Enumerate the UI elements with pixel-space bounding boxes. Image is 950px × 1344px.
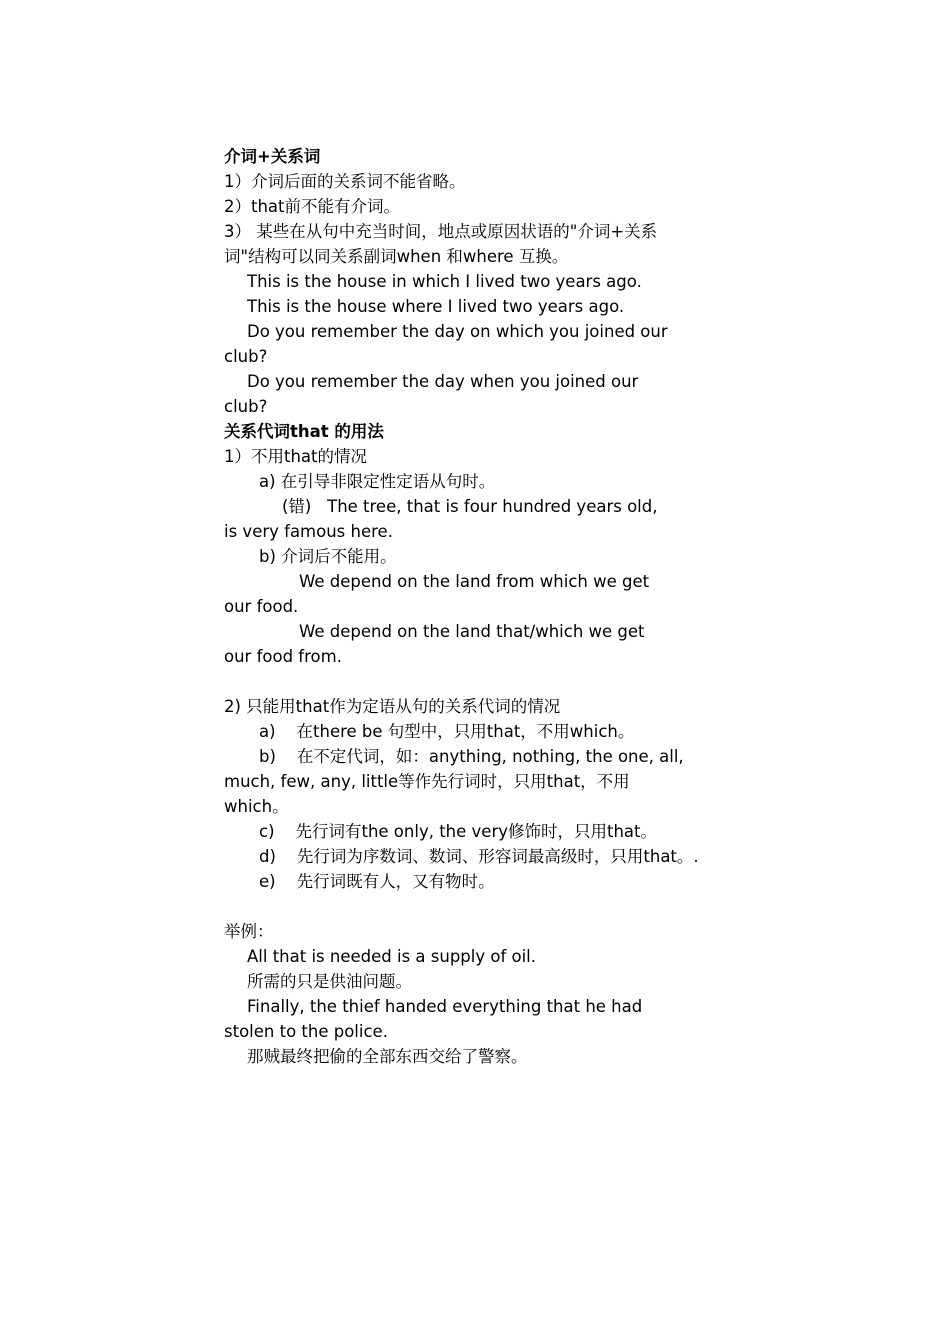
example-wrong-continued: is very famous here. xyxy=(224,522,393,541)
example-sentence: This is the house where I lived two years ago. xyxy=(247,297,625,316)
rule-only-that-d: d) 先行词为序数词、数词、形容词最高级时，只用that。. xyxy=(259,847,699,866)
section-heading-that-usage: 关系代词that 的用法 xyxy=(224,422,384,441)
rule-b: b) 介词后不能用。 xyxy=(259,547,397,566)
rule-only-that-a: a) 在there be 句型中，只用that，不用which。 xyxy=(259,722,635,741)
blank-line xyxy=(224,669,704,694)
example-translation: 那贼最终把偷的全部东西交给了警察。 xyxy=(247,1047,528,1066)
example-sentence: Do you remember the day on which you joined our xyxy=(247,322,668,341)
example-sentence-continued: stolen to the police. xyxy=(224,1022,388,1041)
document-page xyxy=(224,144,704,1069)
examples-heading: 举例： xyxy=(224,922,274,941)
rule-only-that-b: b) 在不定代词，如：anything, nothing, the one, all, xyxy=(259,747,684,766)
example-sentence-continued: our food from. xyxy=(224,647,342,666)
rule-only-that-b-continued: which。 xyxy=(224,797,289,816)
example-sentence: This is the house in which I lived two years ago. xyxy=(247,272,642,291)
rule-a: a) 在引导非限定性定语从句时。 xyxy=(259,472,496,491)
example-translation: 所需的只是供油问题。 xyxy=(247,972,412,991)
example-wrong: (错) The tree, that is four hundred years old, xyxy=(282,497,658,516)
example-sentence: We depend on the land that/which we get xyxy=(299,622,645,641)
example-sentence-continued: club? xyxy=(224,347,268,366)
rule-only-that-b-continued: much, few, any, little等作先行词时，只用that，不用 xyxy=(224,772,630,791)
example-sentence: Finally, the thief handed everything that he had xyxy=(247,997,643,1016)
section-heading-prep-relative: 介词+关系词 xyxy=(224,147,321,166)
rule-3-line-1: 3） 某些在从句中充当时间，地点或原因状语的"介词+关系 xyxy=(224,222,658,241)
example-sentence: We depend on the land from which we get xyxy=(299,572,650,591)
rule-only-that-e: e) 先行词既有人，又有物时。 xyxy=(259,872,495,891)
example-sentence-continued: club? xyxy=(224,397,268,416)
example-sentence: Do you remember the day when you joined our xyxy=(247,372,639,391)
example-sentence-continued: our food. xyxy=(224,597,299,616)
blank-line xyxy=(224,894,704,919)
rule-3-line-2: 词"结构可以同关系副词when 和where 互换。 xyxy=(224,247,569,266)
subsection-only-that: 2) 只能用that作为定语从句的关系代词的情况 xyxy=(224,697,561,716)
example-sentence: All that is needed is a supply of oil. xyxy=(247,947,537,966)
rule-only-that-c: c) 先行词有the only, the very修饰时，只用that。 xyxy=(259,822,657,841)
rule-1: 1）介词后面的关系词不能省略。 xyxy=(224,172,466,191)
subsection-no-that: 1）不用that的情况 xyxy=(224,447,368,466)
rule-2: 2）that前不能有介词。 xyxy=(224,197,401,216)
